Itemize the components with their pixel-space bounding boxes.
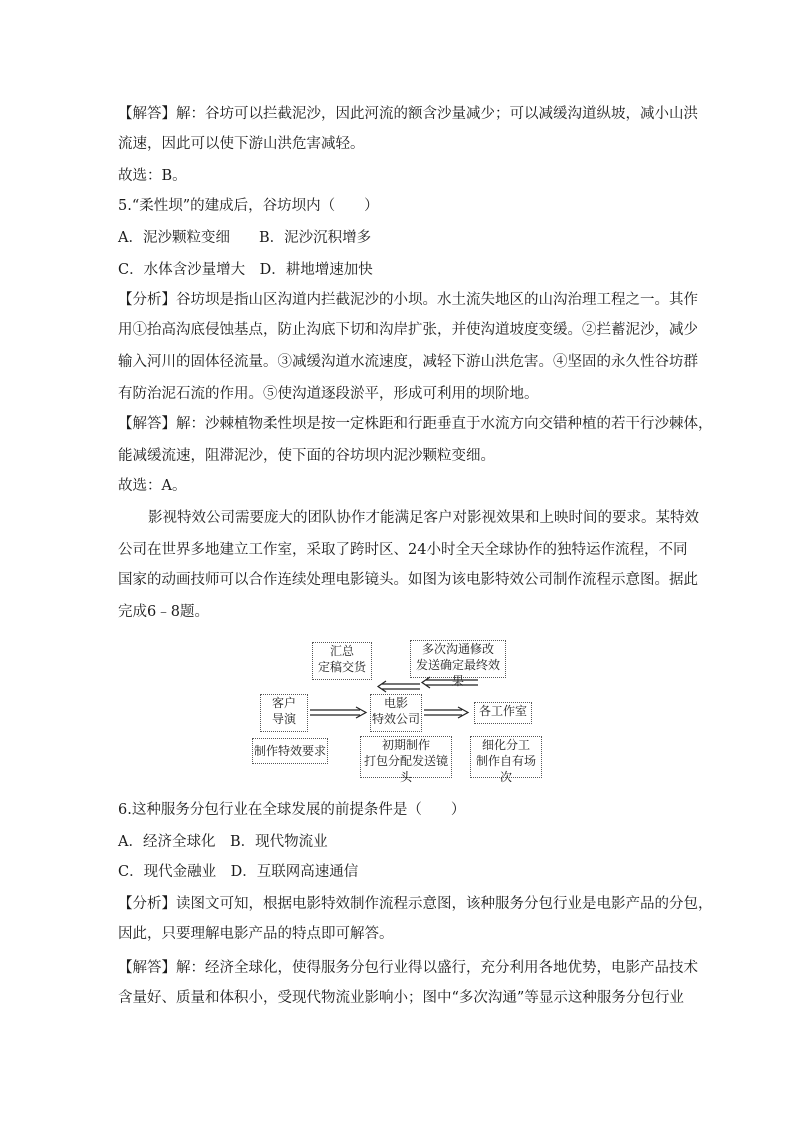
requirements-label: 制作特效要求 [253,744,326,758]
initial-line-2: 打包分配发送镜头 [363,754,448,784]
passage-line-1: 影视特效公司需要庞大的团队协作才能满足客户对影视效果和上映时间的要求。某特效 [148,510,699,526]
summary-line-1: 汇总 [329,644,354,658]
initial-box [360,736,452,784]
q5-options-cd: C．水体含沙量增大 D．耕地增速加快 [118,262,373,278]
flow-diagram [250,636,550,786]
q6-answer-line-2: 含量好、质量和体积小，受现代物流业影响小；图中“多次沟通”等显示这种服务分包行业 [118,990,684,1006]
company-box [370,694,422,732]
q6-analysis-line-1: 【分析】读图文可知，根据电影特效制作流程示意图，该种服务分包行业是电影产品的分包， [118,896,713,912]
arrow-feedback [418,676,480,690]
studios-label: 各工作室 [478,704,527,718]
q5-answer-line-2: 能减缓流速，阻滞泥沙，使下面的谷坊坝内泥沙颗粒变细。 [118,448,495,464]
client-line-2: 导演 [271,712,296,726]
arrow-to-summary [374,680,422,694]
q5-analysis-line-2: 用①抬高沟底侵蚀基点，防止沟底下切和沟岸扩张，并使沟道坡度变缓。②拦蓄泥沙，减少 [118,322,698,338]
passage-line-3: 国家的动画技师可以合作连续处理电影镜头。如图为该电影特效公司制作流程示意图。据此 [118,572,698,588]
q4-answer-line-2: 流速，因此可以使下游山洪危害减轻。 [118,136,365,152]
q6-answer-line-1: 【解答】解：经济全球化，使得服务分包行业得以盛行，充分利用各地优势，电影产品技术 [118,960,698,976]
q6-stem: 6.这种服务分包行业在全球发展的前提条件是（ ） [118,802,466,818]
company-line-1: 电影 [383,696,408,710]
q5-analysis-line-1: 【分析】谷坊坝是指山区沟道内拦截泥沙的小坝。水土流失地区的山沟治理工程之一。其作 [118,292,698,308]
division-line-1: 细化分工 [481,738,530,752]
q5-answer-line-1: 【解答】解：沙棘植物柔性坝是按一定株距和行距垂直于水流方向交错种植的若干行沙棘体， [118,416,713,432]
q6-options-cd: C．现代金融业 D．互联网高速通信 [118,864,359,880]
q4-choice: 故选：B。 [118,168,187,184]
q5-choice: 故选：A。 [118,478,187,494]
initial-line-1: 初期制作 [381,738,430,752]
arrow-company-to-studios [422,706,472,720]
division-line-2: 制作自有场次 [475,754,536,784]
requirements-box [252,738,328,764]
q5-analysis-line-4: 有防治泥石流的作用。⑤使沟道逐段淤平，形成可利用的坝阶地。 [118,386,539,402]
q4-answer-line-1: 【解答】解：谷坊可以拦截泥沙，因此河流的额含沙量减少；可以减缓沟道纵坡，减小山洪 [118,106,698,122]
q6-analysis-line-2: 因此，只要理解电影产品的特点即可解答。 [118,926,394,942]
q5-analysis-line-3: 输入河川的固体径流量。③减缓沟道水流速度，减轻下游山洪危害。④坚固的永久性谷坊群 [118,354,698,370]
passage-line-2: 公司在世界多地建立工作室，采取了跨时区、24小时全天全球协作的独特运作流程，不同 [118,542,688,558]
arrow-client-to-company [308,706,370,720]
division-box [470,736,542,784]
client-box [260,694,308,732]
passage-line-4: 完成6﹣8题。 [118,604,209,620]
summary-box [312,642,372,680]
studios-box [474,702,532,724]
summary-line-2: 定稿交货 [317,660,366,674]
company-line-2: 特效公司 [371,712,420,726]
q5-options-ab: A．泥沙颗粒变细 B．泥沙沉积增多 [118,230,372,246]
client-line-1: 客户 [271,696,296,710]
feedback-line-1: 多次沟通修改 [421,642,494,656]
feedback-box [410,640,506,688]
q6-options-ab: A．经济全球化 B．现代物流业 [118,834,328,850]
q5-stem: 5.“柔性坝”的建成后，谷坊坝内（ ） [118,198,379,214]
feedback-line-2: 发送确定最终效果 [415,658,500,688]
